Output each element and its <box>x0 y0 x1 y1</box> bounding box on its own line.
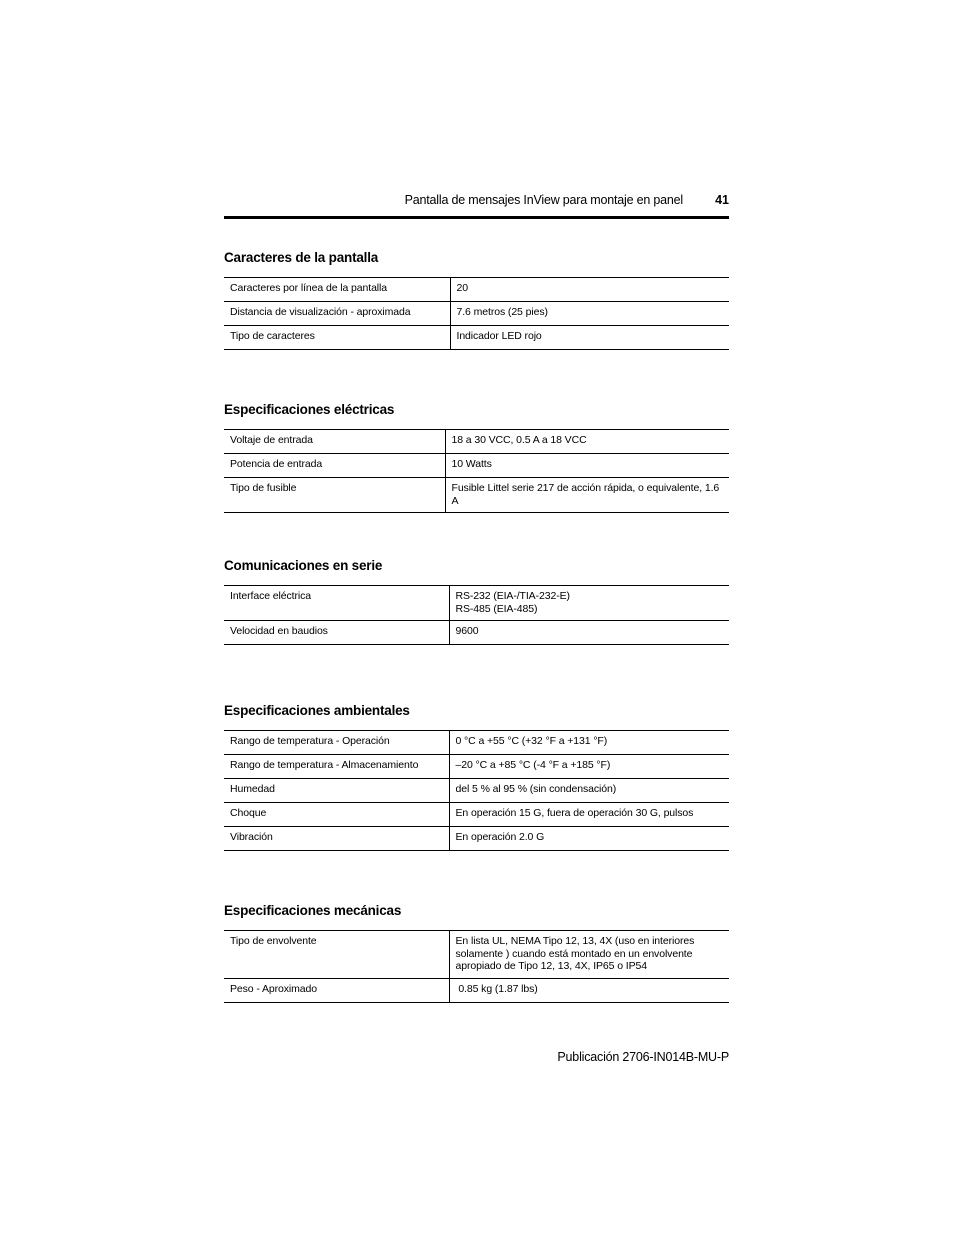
table-caracteres-pantalla <box>224 277 729 350</box>
row-label: Voltaje de entrada <box>224 430 445 454</box>
table-row <box>224 586 729 621</box>
row-value: En operación 2.0 G <box>455 831 545 843</box>
row-label: Tipo de caracteres <box>224 326 450 350</box>
row-label: Velocidad en baudios <box>224 621 449 645</box>
table-row <box>224 621 729 645</box>
table-row <box>224 731 729 755</box>
table-row <box>224 803 729 827</box>
row-label: Caracteres por línea de la pantalla <box>224 278 450 302</box>
table-especificaciones-ambientales <box>224 730 729 851</box>
section-title-comunicaciones-serie: Comunicaciones en serie <box>224 558 383 573</box>
table-row <box>224 931 729 979</box>
row-value: 20 <box>456 282 468 294</box>
row-label: Tipo de envolvente <box>224 931 449 979</box>
row-label: Distancia de visualización - aproximada <box>224 302 450 326</box>
header-title: Pantalla de mensajes InView para montaje en panel <box>404 193 683 207</box>
row-value: En lista UL, NEMA Tipo 12, 13, 4X (uso en interiores solamente ) cuando está montado en un envolvente apropiado de Tipo 12, 13, 4X, IP65 o IP54 <box>455 935 695 972</box>
row-value: En operación 15 G, fuera de operación 30 G, pulsos <box>455 807 694 819</box>
row-value: 0.85 kg (1.87 lbs) <box>455 982 538 995</box>
row-value: 9600 <box>455 625 479 637</box>
row-value: Fusible Littel serie 217 de acción rápida, o equivalente, 1.6 A <box>451 482 720 507</box>
row-label: Vibración <box>224 827 449 851</box>
row-value: Indicador LED rojo <box>456 330 542 342</box>
table-row <box>224 478 729 513</box>
section-title-caracteres-pantalla: Caracteres de la pantalla <box>224 250 379 265</box>
row-value: 10 Watts <box>451 458 492 470</box>
table-row <box>224 326 729 350</box>
row-value: del 5 % al 95 % (sin condensación) <box>455 783 617 795</box>
table-especificaciones-mecanicas <box>224 930 729 1003</box>
row-value: 7.6 metros (25 pies) <box>456 306 548 318</box>
section-title-especificaciones-mecanicas: Especificaciones mecánicas <box>224 903 402 918</box>
table-especificaciones-electricas <box>224 429 729 513</box>
table-row <box>224 755 729 779</box>
table-row <box>224 827 729 851</box>
row-label: Rango de temperatura - Almacenamiento <box>224 755 449 779</box>
table-row <box>224 978 729 1002</box>
row-value: –20 °C a +85 °C (-4 °F a +185 °F) <box>455 759 611 771</box>
section-title-especificaciones-electricas: Especificaciones eléctricas <box>224 402 395 417</box>
table-row <box>224 779 729 803</box>
table-row <box>224 278 729 302</box>
row-label: Tipo de fusible <box>224 478 445 513</box>
row-label: Humedad <box>224 779 449 803</box>
table-comunicaciones-serie <box>224 585 729 645</box>
section-title-especificaciones-ambientales: Especificaciones ambientales <box>224 703 410 718</box>
row-label: Choque <box>224 803 449 827</box>
table-row <box>224 302 729 326</box>
table-row <box>224 454 729 478</box>
page-number: 41 <box>715 193 729 207</box>
table-row <box>224 430 729 454</box>
publication-footer: Publicación 2706-IN014B-MU-P <box>557 1050 729 1064</box>
row-label: Interface eléctrica <box>224 586 449 621</box>
row-label: Peso - Aproximado <box>224 978 449 1002</box>
row-value: 18 a 30 VCC, 0.5 A a 18 VCC <box>451 434 587 446</box>
row-label: Rango de temperatura - Operación <box>224 731 449 755</box>
running-header <box>224 192 729 219</box>
row-value: RS-232 (EIA-/TIA-232-E) RS-485 (EIA-485) <box>455 590 570 615</box>
row-value: 0 °C a +55 °C (+32 °F a +131 °F) <box>455 735 608 747</box>
row-label: Potencia de entrada <box>224 454 445 478</box>
